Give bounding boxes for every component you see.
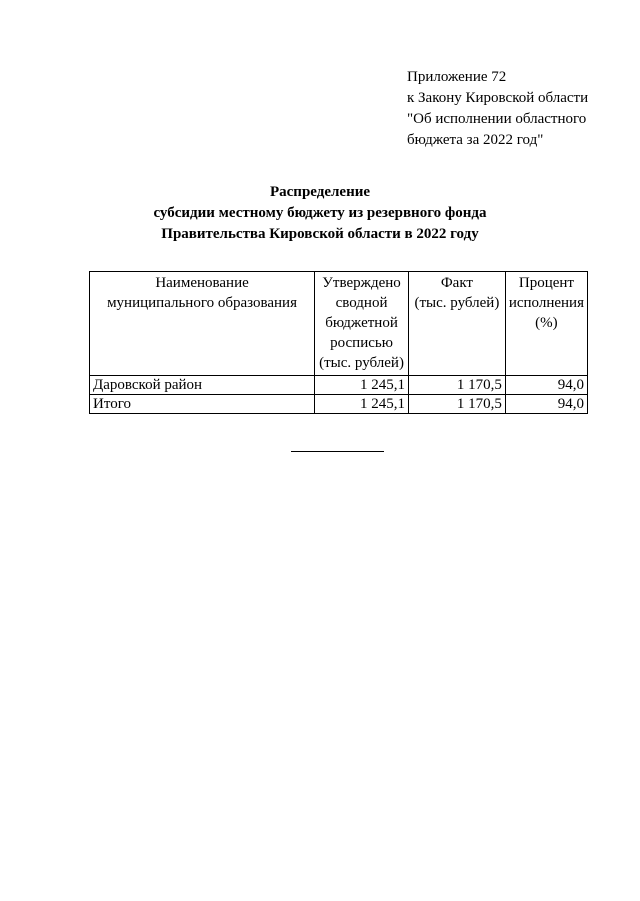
title-line: Распределение (269, 184, 371, 200)
closing-rule (291, 451, 384, 452)
cell-approved: 1 245,1 (315, 395, 409, 414)
cell-name: Итого (90, 395, 315, 414)
title-line: Правительства Кировской области в 2022 году (161, 226, 479, 242)
header-fact: Факт (тыс. рублей) (409, 272, 506, 376)
cell-approved: 1 245,1 (315, 376, 409, 395)
table-row-total (90, 395, 588, 414)
appendix-line: бюджета за 2022 год" (407, 132, 544, 148)
cell-fact: 1 170,5 (409, 376, 506, 395)
appendix-reference (407, 67, 588, 151)
appendix-line: "Об исполнении областного (407, 111, 587, 127)
subsidy-table (89, 271, 588, 414)
document-title (0, 182, 640, 245)
cell-name: Даровской район (90, 376, 315, 395)
title-line: субсидии местному бюджету из резервного фонда (153, 205, 487, 221)
header-percent: Процент исполнения (%) (505, 272, 587, 376)
appendix-line: к Закону Кировской области (407, 90, 589, 106)
table-row (90, 376, 588, 395)
table-header-row (90, 272, 588, 376)
appendix-line: Приложение 72 (407, 69, 507, 85)
cell-fact: 1 170,5 (409, 395, 506, 414)
cell-percent: 94,0 (505, 376, 587, 395)
header-name: Наименование муниципального образования (90, 272, 315, 376)
header-approved: Утверждено сводной бюджетной росписью (тыс. рублей) (315, 272, 409, 376)
cell-percent: 94,0 (505, 395, 587, 414)
